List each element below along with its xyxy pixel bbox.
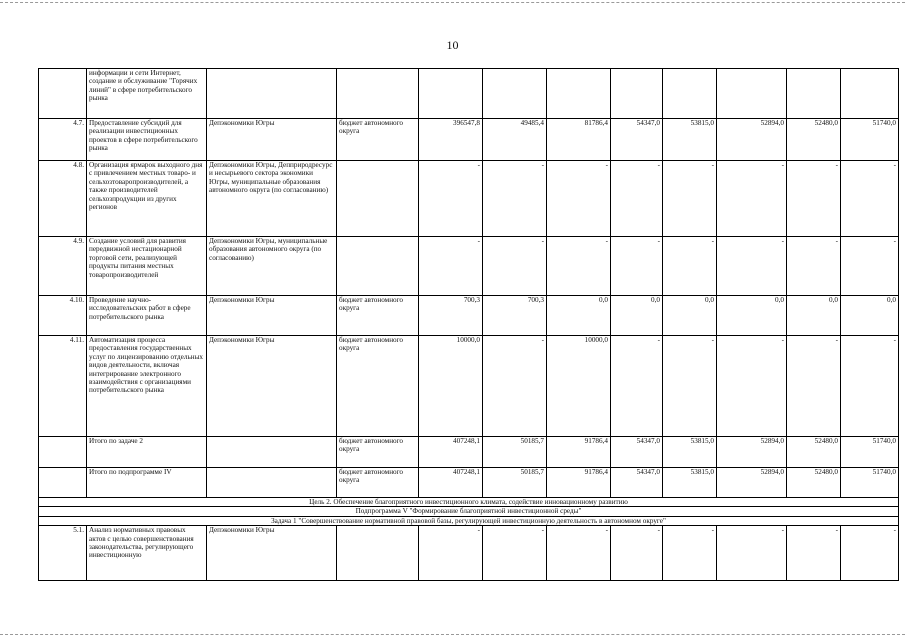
task-row (39, 516, 899, 525)
amount-cell: - (787, 161, 841, 237)
table-row (39, 69, 899, 119)
funding-source (337, 526, 419, 581)
measure-name: Создание условий для развития передвижной нестационарной торговой сети, реализующей продукты питания местных товаропроизводителей (87, 237, 207, 296)
scan-bottom-edge (0, 634, 905, 635)
row-number: 4.11. (39, 336, 87, 437)
amount-cell: 91786,4 (547, 437, 611, 468)
amount-cell: - (483, 237, 547, 296)
amount-cell: 49485,4 (483, 119, 547, 161)
table-row (39, 336, 899, 437)
executor (207, 69, 337, 119)
amount-cell: - (663, 336, 717, 437)
amount-cell: - (717, 336, 787, 437)
amount-cell: - (547, 526, 611, 581)
measure-name: информации и сети Интернет, создание и обслуживание "Горячих линий" в сфере потребительского рынка (87, 69, 207, 119)
row-number: 4.7. (39, 119, 87, 161)
amount-cell: 52480,0 (787, 468, 841, 498)
executor (207, 437, 337, 468)
amount-cell: - (841, 336, 899, 437)
amount-cell: - (841, 161, 899, 237)
row-number (39, 468, 87, 498)
amount-cell (841, 69, 899, 119)
amount-cell: 0,0 (717, 296, 787, 336)
amount-cell: 81786,4 (547, 119, 611, 161)
amount-cell: 0,0 (663, 296, 717, 336)
amount-cell: 0,0 (841, 296, 899, 336)
amount-cell: 0,0 (547, 296, 611, 336)
amount-cell: - (611, 526, 663, 581)
table-row (39, 161, 899, 237)
measure-name: Анализ нормативных правовых актов с целью совершенствования законодательства, регулирующего инвестиционную (87, 526, 207, 581)
amount-cell: - (483, 161, 547, 237)
amount-cell: - (787, 526, 841, 581)
executor: Депэкономики Югры, муниципальные образования автономного округа (по согласованию) (207, 237, 337, 296)
measure-name: Итого по задаче 2 (87, 437, 207, 468)
amount-cell: 700,3 (419, 296, 483, 336)
amount-cell: - (419, 161, 483, 237)
row-number: 5.1. (39, 526, 87, 581)
amount-cell: - (663, 526, 717, 581)
amount-cell: 54347,0 (611, 468, 663, 498)
executor: Депэкономики Югры, Депприродресурс и несырьевого сектора экономики Югры, муниципальные образования автономного округа (по согласованию) (207, 161, 337, 237)
amount-cell: - (611, 237, 663, 296)
amount-cell: 51740,0 (841, 119, 899, 161)
amount-cell: 50185,7 (483, 437, 547, 468)
table-row (39, 119, 899, 161)
goal-banner: Цель 2. Обеспечение благоприятного инвестиционного климата, содействие инновационному развитию (39, 498, 899, 507)
amount-cell: 52894,0 (717, 437, 787, 468)
executor: Депэкономики Югры (207, 296, 337, 336)
amount-cell: - (547, 161, 611, 237)
amount-cell: - (483, 526, 547, 581)
amount-cell: - (841, 237, 899, 296)
row-number: 4.8. (39, 161, 87, 237)
executor (207, 468, 337, 498)
amount-cell: 396547,8 (419, 119, 483, 161)
amount-cell: 700,3 (483, 296, 547, 336)
amount-cell: - (611, 161, 663, 237)
amount-cell (717, 69, 787, 119)
amount-cell: - (419, 237, 483, 296)
budget-table (38, 68, 899, 581)
amount-cell: 407248,1 (419, 437, 483, 468)
amount-cell (483, 69, 547, 119)
page-number: 10 (446, 38, 459, 52)
amount-cell: - (717, 526, 787, 581)
amount-cell: 51740,0 (841, 468, 899, 498)
row-number (39, 437, 87, 468)
amount-cell: 50185,7 (483, 468, 547, 498)
funding-source: бюджет автономного округа (337, 336, 419, 437)
amount-cell: 52894,0 (717, 119, 787, 161)
amount-cell: - (483, 336, 547, 437)
row-number: 4.9. (39, 237, 87, 296)
measure-name: Организация ярмарок выходного дня с привлечением местных товаро- и сельхозтоваропроизводителей, а также производителей сельхозпродукции из других регионов (87, 161, 207, 237)
funding-source: бюджет автономного округа (337, 468, 419, 498)
funding-source (337, 237, 419, 296)
goal-row (39, 498, 899, 507)
amount-cell: 54347,0 (611, 119, 663, 161)
amount-cell (663, 69, 717, 119)
amount-cell (787, 69, 841, 119)
table-row (39, 526, 899, 581)
measure-name: Проведение научно-исследовательских работ в сфере потребительского рынка (87, 296, 207, 336)
executor: Депэкономики Югры (207, 119, 337, 161)
amount-cell: - (787, 237, 841, 296)
measure-name: Автоматизация процесса предоставления государственных услуг по лицензированию отдельных видов деятельности, включая интегрирование электронного взаимодействия с организациями потребительского рынка (87, 336, 207, 437)
amount-cell: 53815,0 (663, 437, 717, 468)
executor: Депэкономики Югры (207, 526, 337, 581)
amount-cell: 0,0 (787, 296, 841, 336)
amount-cell: 52894,0 (717, 468, 787, 498)
amount-cell: - (663, 161, 717, 237)
amount-cell: - (419, 526, 483, 581)
amount-cell: 52480,0 (787, 119, 841, 161)
amount-cell: - (547, 237, 611, 296)
amount-cell: 10000,0 (547, 336, 611, 437)
table-row (39, 237, 899, 296)
table-row (39, 437, 899, 468)
amount-cell: - (663, 237, 717, 296)
funding-source: бюджет автономного округа (337, 119, 419, 161)
amount-cell: - (787, 336, 841, 437)
funding-source: бюджет автономного округа (337, 296, 419, 336)
amount-cell: 53815,0 (663, 468, 717, 498)
amount-cell (419, 69, 483, 119)
amount-cell (611, 69, 663, 119)
amount-cell (547, 69, 611, 119)
amount-cell: 91786,4 (547, 468, 611, 498)
amount-cell: 53815,0 (663, 119, 717, 161)
table-row (39, 296, 899, 336)
task-banner: Задача 1 "Совершенствование нормативной правовой базы, регулирующей инвестиционную деятельность в автономном округе" (39, 516, 899, 525)
amount-cell: - (611, 336, 663, 437)
measure-name: Итого по подпрограмме IV (87, 468, 207, 498)
scan-top-edge (0, 2, 905, 3)
amount-cell: 54347,0 (611, 437, 663, 468)
amount-cell: 51740,0 (841, 437, 899, 468)
table-row (39, 468, 899, 498)
funding-source (337, 69, 419, 119)
amount-cell: 0,0 (611, 296, 663, 336)
funding-source (337, 161, 419, 237)
amount-cell: 10000,0 (419, 336, 483, 437)
amount-cell: 52480,0 (787, 437, 841, 468)
subprogram-row (39, 507, 899, 516)
row-number: 4.10. (39, 296, 87, 336)
row-number (39, 69, 87, 119)
executor: Депэкономики Югры (207, 336, 337, 437)
funding-source: бюджет автономного округа (337, 437, 419, 468)
amount-cell: - (841, 526, 899, 581)
measure-name: Предоставление субсидий для реализации инвестиционных проектов в сфере потребительского рынка (87, 119, 207, 161)
amount-cell: - (717, 161, 787, 237)
amount-cell: - (717, 237, 787, 296)
amount-cell: 407248,1 (419, 468, 483, 498)
subprogram-banner: Подпрограмма V "Формирование благоприятной инвестиционной среды" (39, 507, 899, 516)
